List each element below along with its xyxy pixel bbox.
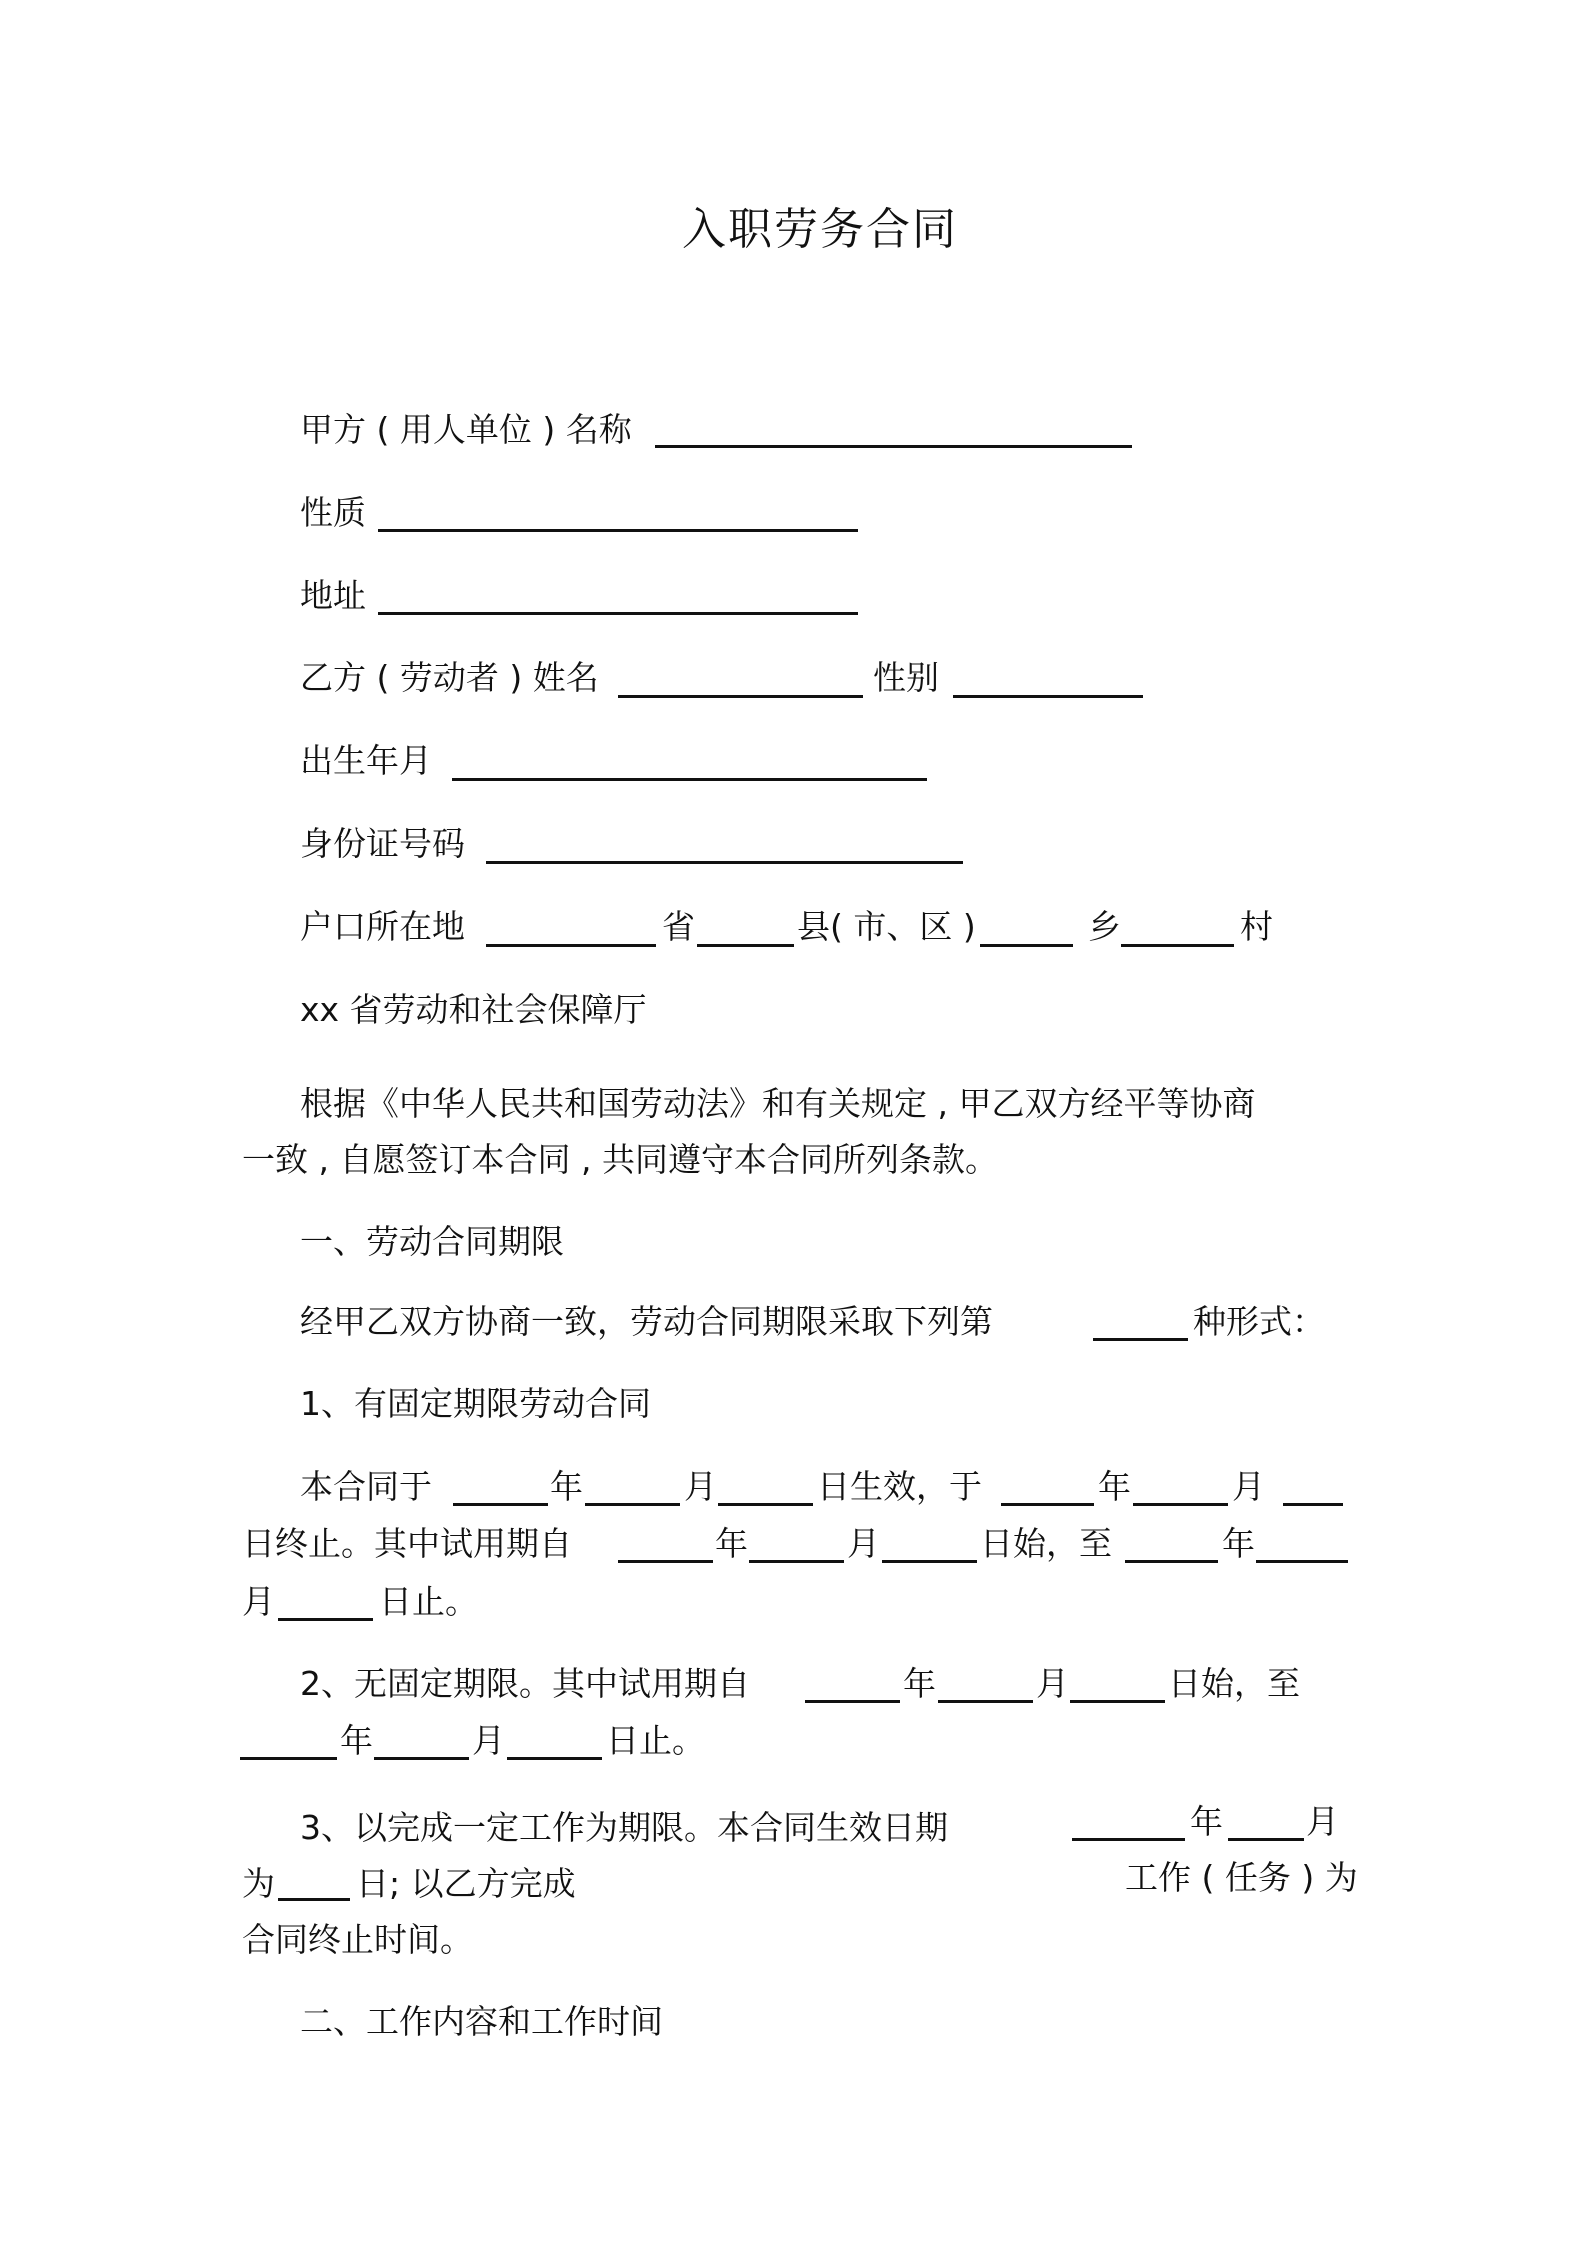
party-a-name-label: 甲方 ( 用人单位 ) 名称 [300,410,632,449]
document-title: 入职劳务合同 [682,204,958,255]
hukou-village-field[interactable] [1121,944,1234,947]
end-month-unit: 月 [1232,1467,1265,1506]
section-1-heading: 一、劳动合同期限 [300,1222,564,1261]
item-2-start-year-unit: 年 [903,1664,936,1703]
probation-end-day-field[interactable] [278,1618,373,1621]
item-3-year-field[interactable] [1072,1838,1185,1841]
hukou-county-unit: 县( 市、区 ) [797,907,976,946]
party-a-name-field[interactable] [655,445,1132,448]
effective-year-unit: 年 [550,1467,583,1506]
item-2-end-month-field[interactable] [374,1757,469,1760]
party-a-nature-label: 性质 [300,493,366,532]
item-3-month-unit: 月 [1306,1802,1339,1841]
hukou-county-field[interactable] [697,944,794,947]
item-3-label: 3、以完成一定工作为期限。本合同生效日期 [300,1808,948,1847]
item-3-line2-suffix: 工作 ( 任务 ) 为 [1125,1858,1358,1897]
effective-month-field[interactable] [585,1503,680,1506]
party-b-name-label: 乙方 ( 劳动者 ) 姓名 [300,658,599,697]
probation-start-year-unit: 年 [715,1524,748,1563]
term-form-intro: 经甲乙双方协商一致，劳动合同期限采取下列第 [300,1302,993,1341]
item-2-end-year-unit: 年 [340,1721,373,1760]
item-3-line3: 合同终止时间。 [242,1920,473,1959]
party-b-name-field[interactable] [618,695,863,698]
hukou-province-unit: 省 [662,907,695,946]
hukou-label: 户口所在地 [300,907,465,946]
probation-end-month-field[interactable] [1256,1560,1348,1563]
item-1-end-suffix: 日止。 [379,1582,478,1621]
probation-end-year-unit: 年 [1222,1524,1255,1563]
effective-day-field[interactable] [718,1503,813,1506]
probation-start-day-unit: 日始，至 [980,1524,1112,1563]
probation-start-month-field[interactable] [749,1560,844,1563]
item-1-start-label: 本合同于 [300,1467,432,1506]
probation-start-month-unit: 月 [847,1524,880,1563]
party-b-gender-label: 性别 [873,658,939,697]
effective-year-field[interactable] [453,1503,548,1506]
item-1-end-label: 日终止。其中试用期自 [242,1524,572,1563]
term-form-field[interactable] [1093,1338,1188,1341]
party-b-birth-field[interactable] [452,778,927,781]
party-b-gender-field[interactable] [953,695,1143,698]
preamble-line-1: 根据《中华人民共和国劳动法》和有关规定 , 甲乙双方经平等协商 [300,1084,1256,1123]
item-2-start-day-field[interactable] [1070,1700,1165,1703]
item-3-line2-prefix: 为 [242,1864,275,1903]
party-b-id-field[interactable] [486,861,963,864]
hukou-province-field[interactable] [486,944,656,947]
item-2-end-year-field[interactable] [240,1757,337,1760]
probation-end-year-field[interactable] [1125,1560,1218,1563]
end-year-unit: 年 [1098,1467,1131,1506]
end-month-field[interactable] [1133,1503,1228,1506]
end-year-field[interactable] [1001,1503,1094,1506]
item-2-start-month-unit: 月 [1036,1664,1069,1703]
end-day-field[interactable] [1283,1503,1343,1506]
term-form-suffix: 种形式： [1193,1302,1325,1341]
effective-month-unit: 月 [684,1467,717,1506]
item-2-start-year-field[interactable] [805,1700,900,1703]
item-2-end-month-unit: 月 [472,1721,505,1760]
issuer-line: xx 省劳动和社会保障厅 [300,990,647,1029]
party-a-nature-field[interactable] [378,529,858,532]
item-3-line2-mid: 日; 以乙方完成 [356,1864,576,1903]
hukou-township-unit: 乡 [1088,907,1121,946]
item-2-end-day-field[interactable] [507,1757,602,1760]
hukou-township-field[interactable] [980,944,1073,947]
item-2-end-suffix: 日止。 [606,1721,705,1760]
section-2-heading: 二、工作内容和工作时间 [300,2002,663,2041]
probation-end-month-unit: 月 [242,1582,275,1621]
item-2-label: 2、无固定期限。其中试用期自 [300,1664,750,1703]
hukou-village-unit: 村 [1240,907,1273,946]
item-1-heading: 1、有固定期限劳动合同 [300,1384,651,1423]
item-3-year-unit: 年 [1190,1802,1223,1841]
party-b-birth-label: 出生年月 [300,741,432,780]
item-3-day-field[interactable] [278,1898,350,1901]
probation-start-day-field[interactable] [882,1560,977,1563]
preamble-line-2: 一致 , 自愿签订本合同 , 共同遵守本合同所列条款。 [242,1140,998,1179]
item-2-start-month-field[interactable] [938,1700,1033,1703]
probation-start-year-field[interactable] [618,1560,713,1563]
party-a-address-label: 地址 [300,576,366,615]
effective-day-unit: 日生效，于 [817,1467,982,1506]
party-a-address-field[interactable] [378,612,858,615]
party-b-id-label: 身份证号码 [300,824,465,863]
item-3-month-field[interactable] [1228,1838,1304,1841]
item-2-start-day-unit: 日始，至 [1168,1664,1300,1703]
